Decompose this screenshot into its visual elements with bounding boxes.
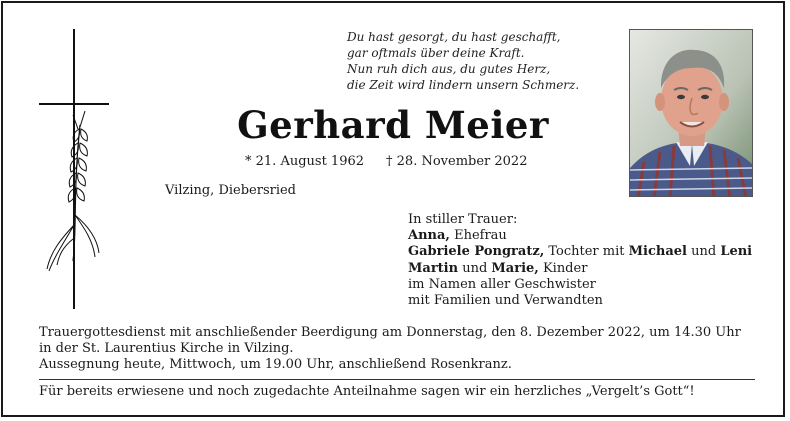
mourner-conjunction: und <box>458 260 492 276</box>
death-date: † 28. November 2022 <box>386 154 528 169</box>
mourner-line <box>408 244 752 260</box>
mourner-relation: Ehefrau <box>449 228 507 244</box>
service-line: Trauergottesdienst mit anschließender Beerdigung am Donnerstag, den 8. Dezember 2022, um 14.30 Uhr <box>39 325 741 340</box>
divider <box>39 379 755 380</box>
mourner-relation: Kinder <box>538 260 588 276</box>
mourner-name: Martin <box>408 260 459 276</box>
location: Vilzing, Diebersried <box>165 183 297 198</box>
service-info <box>39 325 741 373</box>
deceased-name: Gerhard Meier <box>237 103 549 147</box>
mourner-name: Leni <box>720 244 753 260</box>
cross-with-wheat-icon <box>33 29 113 311</box>
mourner-name: Marie, <box>491 260 539 276</box>
mourners-block <box>408 212 752 309</box>
mourner-line: im Namen aller Geschwister <box>408 276 596 292</box>
mourner-line <box>408 228 752 244</box>
poem-line: Nun ruh dich aus, du gutes Herz, <box>347 62 551 76</box>
mourner-line: mit Familien und Verwandten <box>408 293 603 309</box>
birth-date: * 21. August 1962 <box>245 154 365 169</box>
mourner-name: Michael <box>628 244 687 260</box>
poem-line: die Zeit wird lindern unsern Schmerz. <box>347 78 580 92</box>
poem-line: Du hast gesorgt, du hast geschafft, <box>347 30 561 44</box>
poem-line: gar oftmals über deine Kraft. <box>347 46 525 60</box>
service-line: in der St. Laurentius Kirche in Vilzing. <box>39 341 294 356</box>
mourners-intro: In stiller Trauer: <box>408 212 518 227</box>
mourner-conjunction: und <box>686 244 721 260</box>
mourner-line <box>408 261 752 277</box>
mourner-name: Gabriele Pongratz, <box>408 244 545 260</box>
service-line: Aussegnung heute, Mittwoch, um 19.00 Uhr, anschließend Rosenkranz. <box>39 357 512 372</box>
thanks-line: Für bereits erwiesene und noch zugedachte Anteilnahme sagen wir ein herzliches „Vergelt’s Gott“! <box>39 384 695 399</box>
mourner-relation: Tochter mit <box>544 244 629 260</box>
poem <box>347 29 579 93</box>
obituary-notice <box>1 1 785 417</box>
life-dates <box>245 154 527 169</box>
mourner-name: Anna, <box>408 228 450 244</box>
